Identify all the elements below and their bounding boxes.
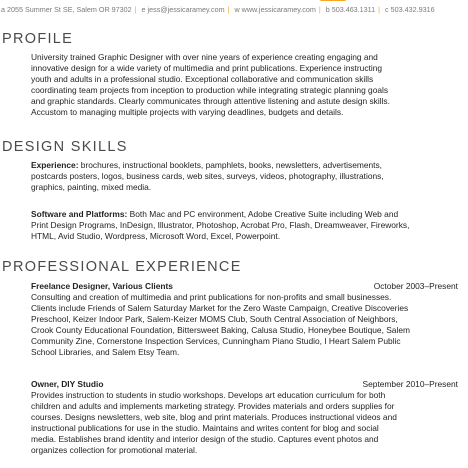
job-role: Freelance Designer, Various Clients: [31, 281, 173, 291]
job-role: Owner, DIY Studio: [31, 379, 104, 389]
phone-prefix: b: [325, 5, 330, 14]
profile-line: coordinating team projects from inception to production while integrating strategic planning goals: [31, 85, 389, 96]
address-prefix: a: [1, 5, 5, 14]
job-line: School Libraries, and Salem Etsy Team.: [31, 347, 180, 358]
job-line: children and adults and implements marketing strategy. Provides materials and orders supplies for: [31, 401, 395, 412]
job-line: Crook County Educational Foundation, Bittersweet Baking, Calusa Studio, Honeybee Boutique, Salem: [31, 325, 410, 336]
software-label: Software and Platforms:: [31, 209, 128, 219]
job-line: Preschool, Keizer Indoor Park, Salem-Keizer MOMS Club, South Central Association of Neighbors,: [31, 314, 398, 325]
software-line: HTML, Avid Studio, Wordpress, Microsoft Word, Excel, Powerpoint.: [31, 231, 281, 242]
website-link[interactable]: www.jessicaramey.com: [241, 5, 316, 14]
profile-line: Accustom to managing multiple projects with varying deadlines, budgets and details.: [31, 107, 344, 118]
job-dates: October 2003–Present: [373, 281, 458, 291]
job-line: Consulting and creation of multimedia and print publications for non-profits and small businesses.: [31, 292, 392, 302]
job-line: courses. Designs newsletters, web site, blog and print materials. Produces instructional videos and: [31, 412, 397, 423]
profile-heading: PROFILE: [2, 31, 74, 47]
job-header: [31, 379, 458, 390]
professional-experience-heading: PROFESSIONAL EXPERIENCE: [2, 259, 242, 275]
job-line: Clients include Friends of Salem Saturday Market for the Zero Waste Campaign, Creative Discoveries: [31, 303, 409, 314]
software-line: Print Design Programs, InDesign, Illustrator, Photoshop, Acrobat Pro, Flash, Dreamweaver, Fireworks,: [31, 220, 410, 231]
address: 2055 Summer St SE, Salem OR 97302: [7, 5, 132, 14]
profile-line: youth and adults in a professional studio. Exceptional collaborative and communication skills: [31, 74, 374, 85]
header-accent-mark: [318, 0, 348, 1]
profile-line: and graphic standards. Clearly communicates through attentive listening and astute design skills.: [31, 96, 390, 107]
experience-line: Experience: brochures, instructional booklets, pamphlets, books, newsletters, advertisements,: [31, 160, 382, 170]
job-description: [31, 292, 459, 359]
software-skills: [31, 209, 459, 242]
cell-number: 503.432.9316: [390, 5, 435, 14]
profile-line: innovative design for a wide variety of multimedia and print publications. Experience instructing: [31, 63, 383, 74]
job-line: Community Zine, Cornerstone Inspection Services, Cunningham Piano Studio, I Heart Salem Public: [31, 336, 401, 347]
profile-line: University trained Graphic Designer with over nine years of experience creating engaging and: [31, 52, 378, 62]
separator: |: [134, 5, 137, 14]
design-skills-heading: DESIGN SKILLS: [2, 139, 128, 155]
software-line: Software and Platforms: Both Mac and PC environment, Adobe Creative Suite including Web and: [31, 209, 399, 219]
phone-number: 503.463.1311: [331, 5, 376, 14]
experience-label: Experience:: [31, 160, 79, 170]
separator: |: [378, 5, 381, 14]
profile-text: [31, 52, 459, 119]
job-dates: September 2010–Present: [362, 379, 458, 389]
web-prefix: w: [234, 5, 240, 14]
experience-line: postcards posters, logos, business cards, web sites, surveys, videos, photography, illustrations,: [31, 171, 384, 182]
experience-line: graphics, painting, mixed media.: [31, 182, 152, 193]
contact-bar: [0, 5, 468, 14]
email-link[interactable]: jess@jessicaramey.com: [147, 5, 225, 14]
job-line: media. Establishes brand identity and interior design of the studio. Captures event photos and: [31, 434, 379, 445]
experience-skills: [31, 160, 459, 193]
job-header: [31, 281, 458, 292]
separator: |: [227, 5, 230, 14]
job-description: [31, 390, 459, 457]
job-line: instructional publications for use in the studio. Maintains and writes content for blog and social: [31, 423, 379, 434]
job-line: Provides instruction to students in studio workshops. Develops art education curriculum for both: [31, 390, 386, 400]
job-line: organizes collection for promotional material.: [31, 445, 198, 456]
cell-prefix: c: [385, 5, 389, 14]
email-prefix: e: [141, 5, 146, 14]
separator: |: [318, 5, 321, 14]
